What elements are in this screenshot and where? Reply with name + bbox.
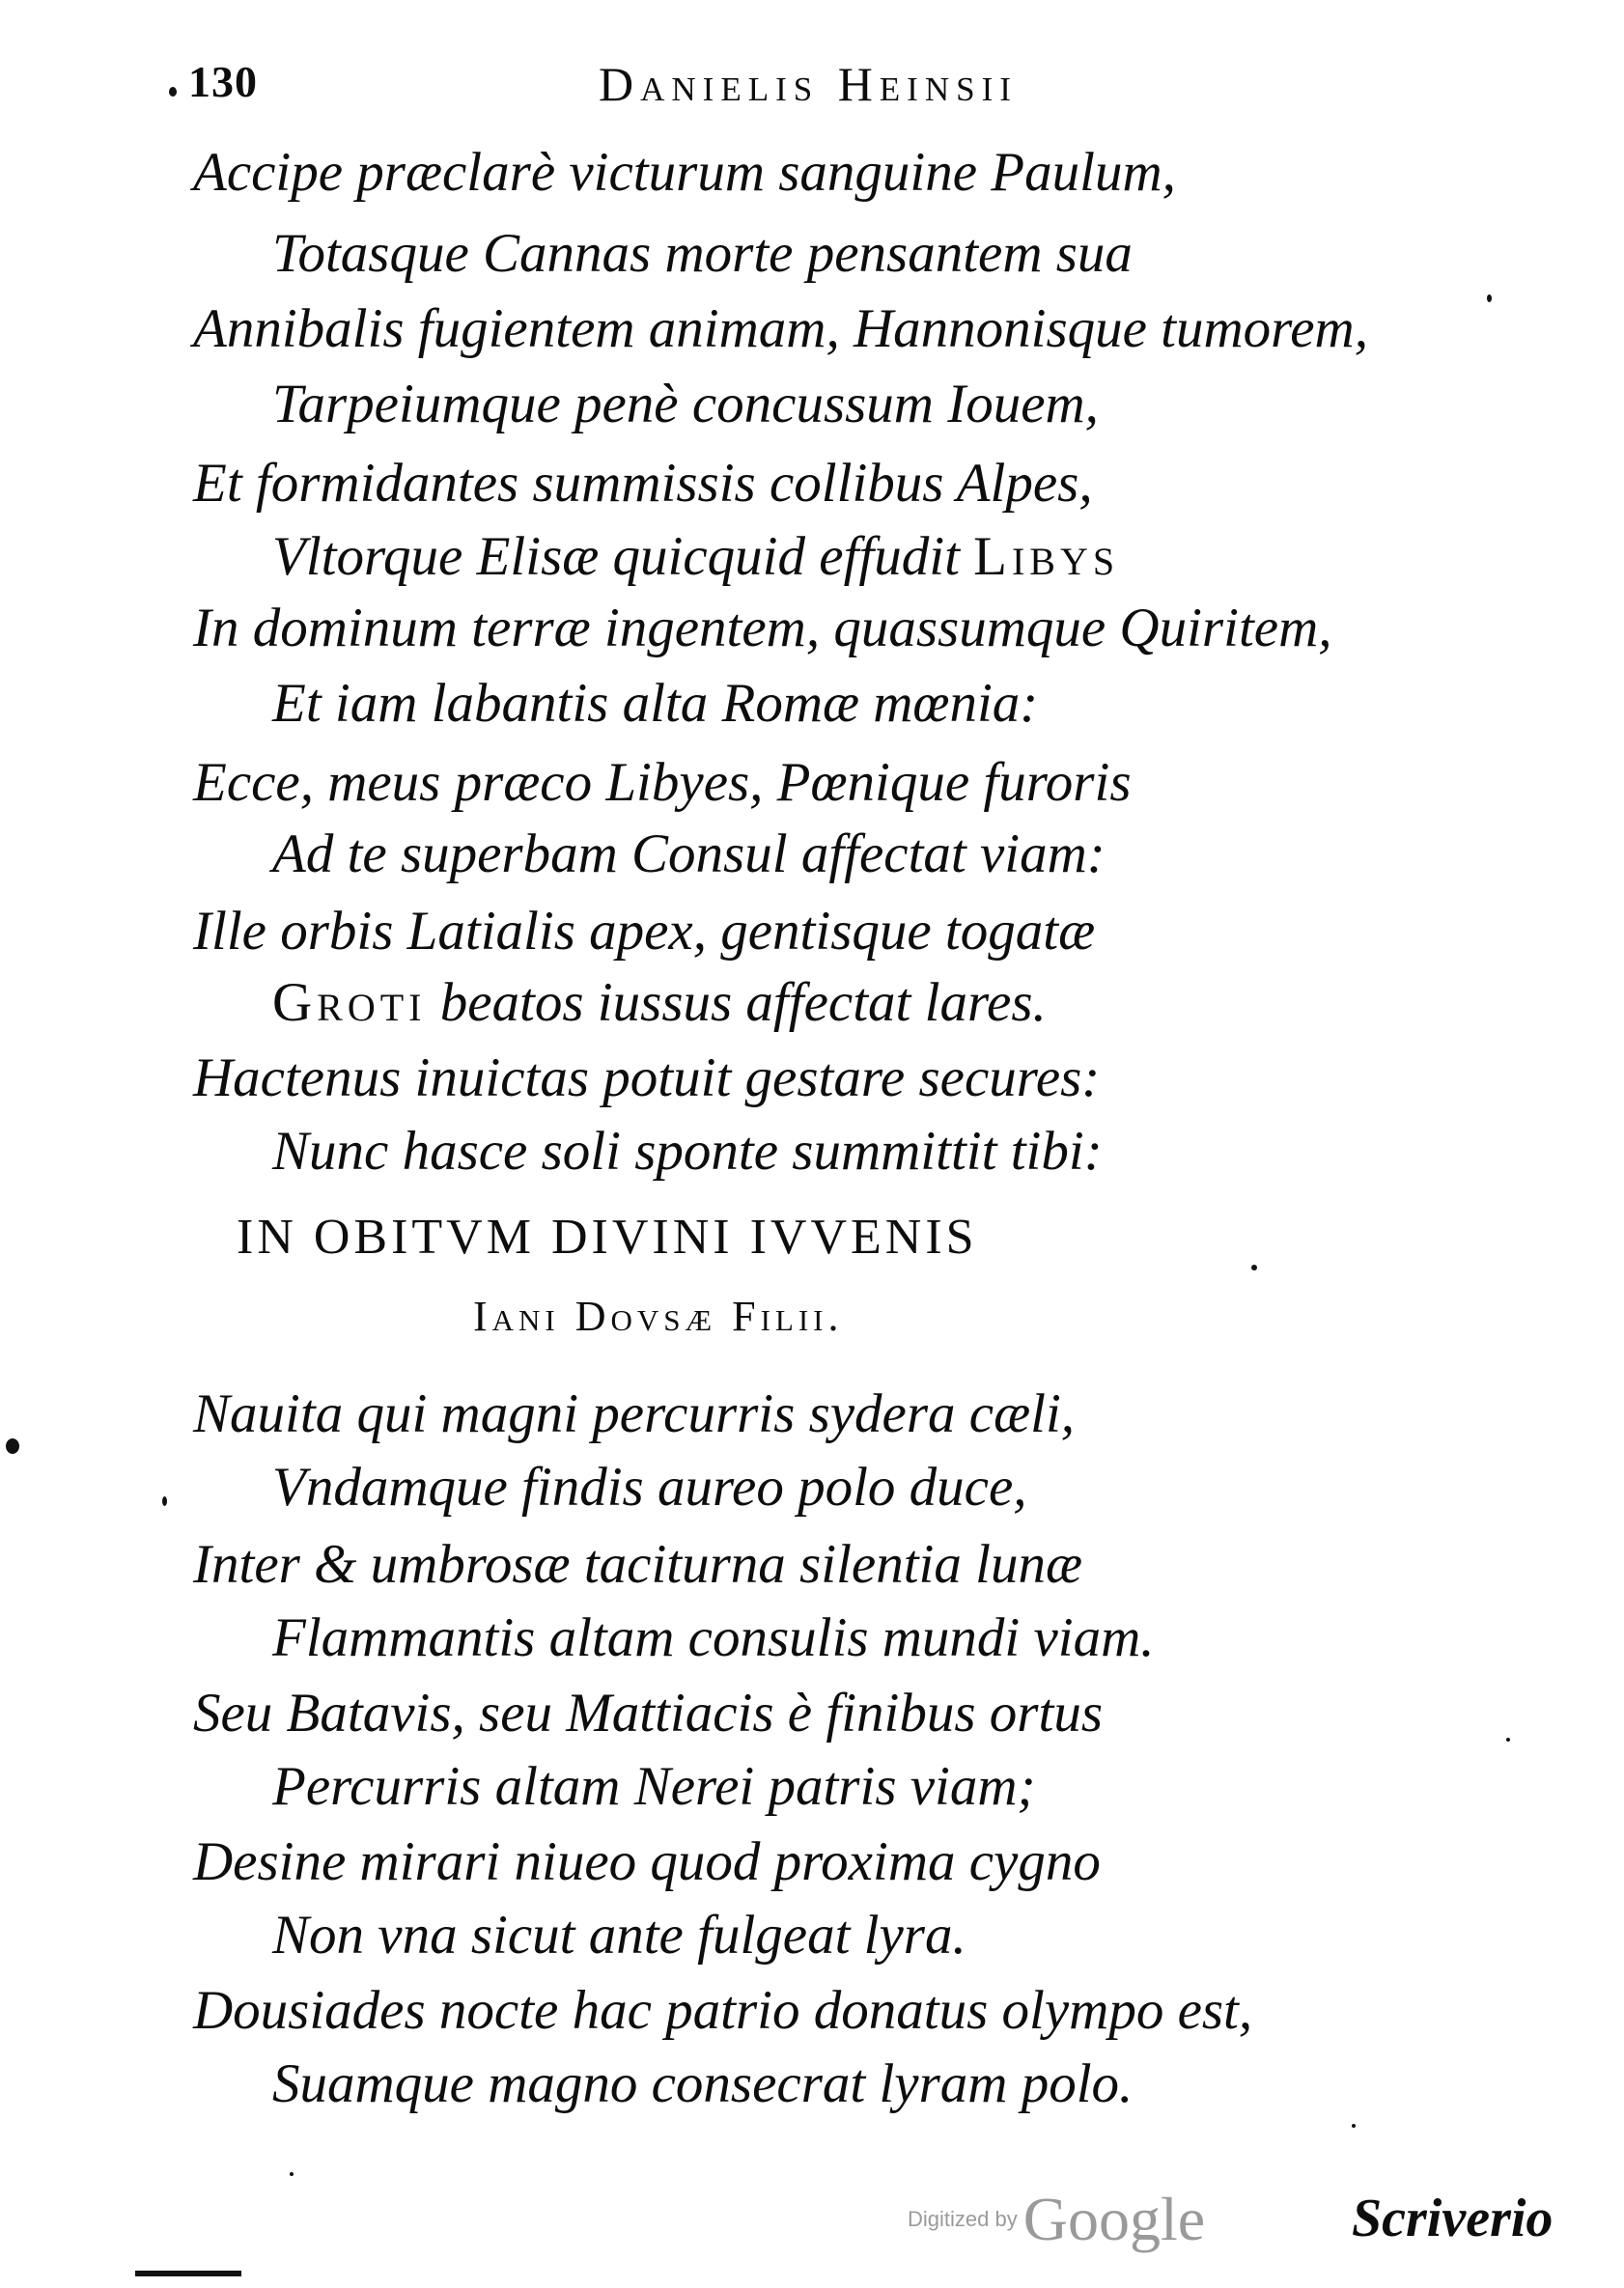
proper-name-smallcaps: Libys: [973, 526, 1120, 587]
verse-line: Flammantis altam consulis mundi viam.: [272, 1607, 1155, 1668]
ink-speck: [162, 1496, 167, 1506]
verse-line: In dominum terræ ingentem, quassumque Quiritem,: [193, 598, 1332, 658]
verse-line: Hactenus inuictas potuit gestare secures:: [193, 1047, 1101, 1108]
page-number: 130: [188, 57, 258, 106]
verse-line: Percurris altam Nerei patris viam;: [272, 1756, 1036, 1817]
proper-name-smallcaps: Groti: [272, 972, 427, 1033]
watermark-caption: Digitized by: [908, 2207, 1018, 2231]
verse-line: Ille orbis Latialis apex, gentisque togatæ: [193, 901, 1096, 962]
verse-line: Desine mirari niueo quod proxima cygno: [193, 1831, 1101, 1892]
verse-line: Seu Batavis, seu Mattiacis è finibus ortus: [193, 1683, 1104, 1744]
verse-line: [272, 526, 1120, 587]
ink-speck: [1487, 294, 1492, 302]
verse-line: Dousiades nocte hac patrio donatus olympo est,: [193, 1980, 1253, 2041]
verse-line: Accipe præclarè victurum sanguine Paulum,: [193, 142, 1176, 203]
verse-line: [272, 972, 1047, 1033]
verse-line: Nauita qui magni percurris sydera cæli,: [193, 1383, 1076, 1444]
ink-speck: [6, 1438, 19, 1454]
verse-line: Vndamque findis aureo polo duce,: [272, 1457, 1027, 1518]
ink-speck: [169, 87, 177, 97]
verse-text: beatos iussus affectat lares.: [439, 972, 1047, 1033]
ink-speck: [1506, 1738, 1510, 1742]
verse-line: Suamque magno consecrat lyram polo.: [272, 2053, 1134, 2114]
poem-title: IN OBITVM DIVINI IVVENIS: [237, 1210, 978, 1265]
verse-line: Nunc hasce soli sponte summittit tibi:: [272, 1121, 1103, 1182]
google-watermark: [908, 2184, 1205, 2255]
poem-subtitle: Iani Dovsæ Filii.: [473, 1293, 844, 1340]
page-header: [0, 56, 1624, 124]
ink-speck: [1251, 1265, 1257, 1270]
verse-text: Vltorque Elisæ quicquid effudit: [272, 526, 960, 587]
verse-line: Tarpeiumque penè concussum Iouem,: [272, 374, 1099, 434]
verse-line: Non vna sicut ante fulgeat lyra.: [272, 1905, 966, 1966]
verse-line: Ecce, meus præco Libyes, Pœnique furoris: [193, 752, 1132, 813]
verse-line: Ad te superbam Consul affectat viam:: [272, 823, 1106, 884]
verse-line: Annibalis fugientem animam, Hannonisque tumorem,: [193, 298, 1368, 359]
verse-line: Et iam labantis alta Romæ mœnia:: [272, 673, 1039, 734]
verse-line: Et formidantes summissis collibus Alpes,: [193, 453, 1093, 514]
verse-line: Totasque Cannas morte pensantem sua: [272, 223, 1133, 284]
google-logo: Google: [1022, 2185, 1206, 2253]
ink-speck: [1352, 2124, 1356, 2128]
running-head: Danielis Heinsii: [599, 57, 1018, 111]
catchword: Scriverio: [1352, 2189, 1554, 2248]
verse-line: Inter & umbrosæ taciturna silentia lunæ: [193, 1534, 1082, 1595]
bottom-edge-rule: [135, 2271, 241, 2276]
ink-speck: [290, 2172, 294, 2176]
